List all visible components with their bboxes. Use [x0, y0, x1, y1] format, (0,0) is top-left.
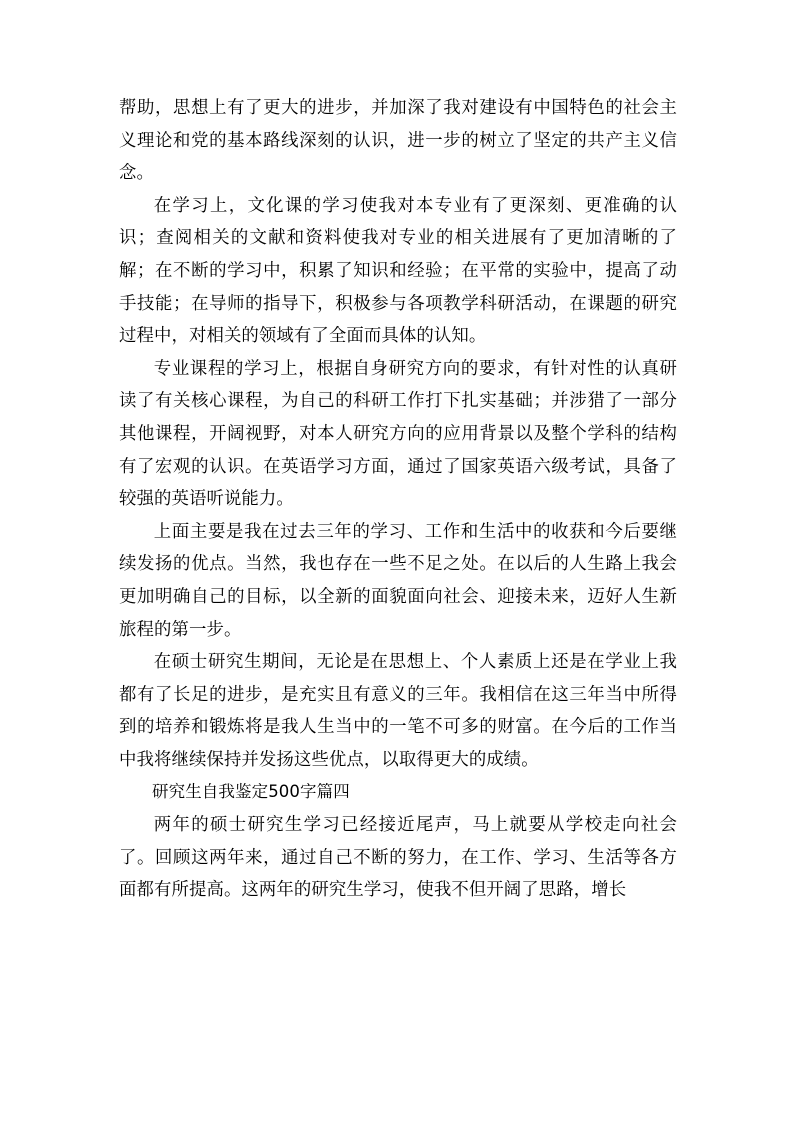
- document-body: [119, 92, 677, 907]
- paragraph-summary: 上面主要是我在过去三年的学习、工作和生活中的收获和今后要继续发扬的优点。当然，我也存在一些不足之处。在以后的人生路上我会更加明确自己的目标，以全新的面貌面向社会、迎接未来，迈好人生新旅程的第一步。: [119, 521, 677, 640]
- paragraph-section-four: 两年的硕士研究生学习已经接近尾声，马上就要从学校走向社会了。回顾这两年来，通过自己不断的努力，在工作、学习、生活等各方面都有所提高。这两年的研究生学习，使我不但开阔了思路，增长: [119, 815, 677, 901]
- section-heading: 研究生自我鉴定500字篇四: [152, 782, 350, 802]
- paragraph-conclusion: 在硕士研究生期间，无论是在思想上、个人素质上还是在学业上我都有了长足的进步，是充实且有意义的三年。我相信在这三年当中所得到的培养和锻炼将是我人生当中的一笔不可多的财富。在今后的工作当中我将继续保持并发扬这些优点，以取得更大的成绩。: [119, 652, 677, 770]
- paragraph-courses: 专业课程的学习上，根据自身研究方向的要求，有针对性的认真研读了有关核心课程，为自己的科研工作打下扎实基础；并涉猎了一部分其他课程，开阔视野，对本人研究方向的应用背景以及整个学科的结构有了宏观的认识。在英语学习方面，通过了国家英语六级考试，具备了较强的英语听说能力。: [119, 358, 677, 510]
- paragraph-continuation: 帮助，思想上有了更大的进步，并加深了我对建设有中国特色的社会主义理论和党的基本路线深刻的认识，进一步的树立了坚定的共产主义信念。: [119, 98, 677, 184]
- paragraph-study: 在学习上，文化课的学习使我对本专业有了更深刻、更准确的认识；查阅相关的文献和资料使我对专业的相关进展有了更加清晰的了解；在不断的学习中，积累了知识和经验；在平常的实验中，提高了动手技能；在导师的指导下，积极参与各项教学科研活动，在课题的研究过程中，对相关的领域有了全面而具体的认知。: [119, 195, 677, 347]
